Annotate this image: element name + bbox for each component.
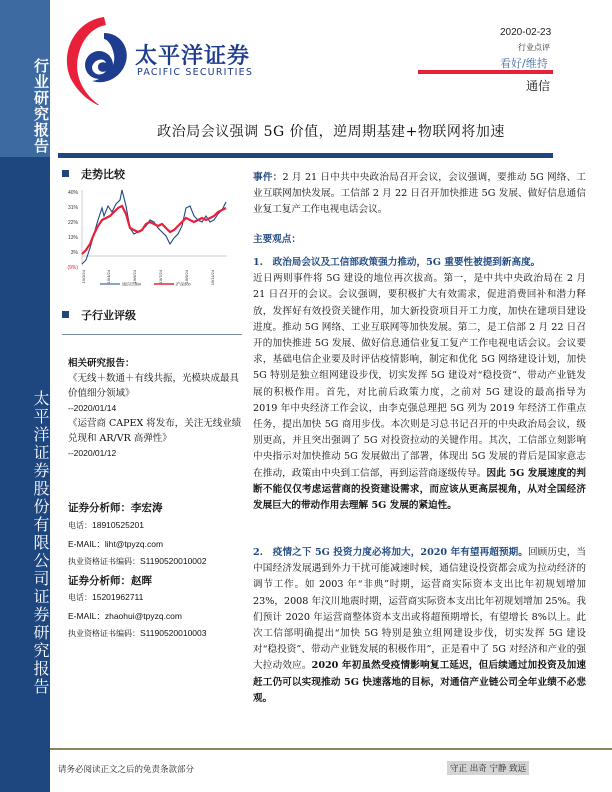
event-label: 事件： bbox=[253, 172, 283, 183]
report-title: 政治局会议强调 5G 价值，逆周期基建+物联网将加速 bbox=[157, 124, 505, 140]
report-date: 2020-02-23 bbox=[500, 27, 552, 38]
cert-label: 执业资格证书编码： bbox=[68, 629, 140, 638]
company-motto: 守正 出奇 宁静 致远 bbox=[447, 761, 529, 775]
email-label: E-MAIL： bbox=[68, 611, 105, 621]
related-report-date: --2020/01/14 bbox=[68, 403, 117, 413]
disclaimer-note: 请务必阅读正文之后的免责条款部分 bbox=[58, 765, 195, 775]
svg-text:19/2/24: 19/2/24 bbox=[81, 270, 86, 284]
cert-label: 执业资格证书编码： bbox=[68, 557, 140, 566]
series-telecom-equipment bbox=[82, 190, 226, 264]
trend-section-heading bbox=[62, 166, 125, 182]
point-1-conclusion: 因此 5G 发展速度的判断不能仅仅考虑运营商的投资建设需求，而应该从更高层视角，从对全国经济发展巨大的带动作用去理解 5G 发展的紧迫性。 bbox=[253, 467, 586, 512]
point-1-body: 近日两则事件将 5G 建设的地位再次拔高。第一，是中共中央政治局在 2 月 21 日召开的会议。会议强调，要积极扩大有效需求，促进消费回补和潜力释放，发挥好有效投资关键作用，加大新投资项目开工力度，加快在建项目建设进度。推动 5G 网络、工业互联网等加快发展。第二，是工信部 2 月 22 日召开的加快推进 5G 发展、做好信息通信业复工复产工作电视电话会议。会议要求，基础电信企业要及时评估疫情影响，制定和优化 5G 网络建设计划，加快 5G 特别是独立组网建设步伐，切实发挥 5G 建设对“稳投资”、带动产业链发展的积极作用。首先，对比前后政策力度，之前对 5G 建设的最高指导为 2019 年中央经济工作会议，由李克强总理把 5G 列为 2019 年经济工作重点任务，提出加快 5G 商用步伐。本次则是习总书记召开的中央政治局会议，级别更高，并且突出强调了 5G 对投资拉动的关键作用。其次，工信部立刻影响中央指示对加快推动 5G 发展做出了部署，体现出 5G 发展的背后是国家意志在推动，政策由中央到工信部，再到运营商逐级传导。 bbox=[253, 273, 586, 479]
left-divider bbox=[62, 334, 242, 335]
analyst-name: 证券分析师：李宏涛 bbox=[68, 502, 163, 514]
svg-text:19/9/24: 19/9/24 bbox=[184, 270, 189, 284]
related-reports-heading: 相关研究报告： bbox=[68, 358, 135, 369]
logo-text-cn: 太平洋证券 bbox=[135, 44, 251, 69]
svg-text:19/4/24: 19/4/24 bbox=[106, 270, 111, 284]
trend-chart bbox=[62, 186, 242, 290]
point-2 bbox=[253, 545, 586, 707]
phone-label: 电话： bbox=[68, 593, 92, 602]
analyst-name: 证券分析师：赵晖 bbox=[68, 575, 152, 587]
sub-rating-section-heading bbox=[62, 307, 136, 323]
point-2-body: 回顾历史，当中国经济发展遇到外力干扰可能减速时候，通信建设投资都会成为拉动经济的调节工作。如 2003 年“非典”时期，运营商实际资本支出比年初规划增加 23%，2008 年汶川地震时期，运营商实际资本支出比年初规划增加 25%。我们预计 2020 年运营商整体资本支出或将超预期增长，有望增长 8%以上。此次工信部明确提出“加快 5G 特别是独立组网建设步伐，切实发挥 5G 建设对“稳投资”、带动产业链发展的积极作用”，正是看中了 5G 对经济和产业的强大拉动效应。 bbox=[253, 547, 587, 672]
sidebar-bottom-label: 太平洋证券股份有限公司证券研究报告 bbox=[31, 390, 50, 696]
sub-rating-heading-text: 子行业评级 bbox=[81, 309, 136, 322]
sidebar-bottom-band bbox=[0, 157, 50, 792]
title-divider bbox=[58, 153, 553, 158]
event-text: 2 月 21 日中共中央政治局召开会议，会议强调，要推动 5G 网络、工业互联网加快发展。工信部 2 月 22 日召开加快推进 5G 发展、做好信息通信业复工复产工作电视电话会议。 bbox=[253, 172, 587, 216]
point-2-heading: 2. 疫情之下 5G 投资力度必将加大，2020 年有望再超预期。 bbox=[253, 547, 528, 558]
svg-text:19/7/24: 19/7/24 bbox=[158, 270, 163, 284]
company-logo bbox=[62, 15, 262, 105]
analyst-phone bbox=[68, 592, 246, 603]
logo-text-en: PACIFIC SECURITIES bbox=[137, 67, 254, 78]
report-type: 行业点评 bbox=[518, 43, 550, 52]
related-report-title[interactable]: 《无线＋数通＋有线共振，光模块成最具价值细分领域》 bbox=[68, 373, 240, 399]
analyst-email bbox=[68, 610, 246, 622]
sidebar-top-label: 行业研究报告 bbox=[32, 58, 50, 154]
point-2-conclusion: 2020 年初虽然受疫情影响复工延迟，但后续通过加投资及加速赶工仍可以实现推动 5G 快速落地的目标，对通信产业链公司全年业绩不必悲观。 bbox=[253, 660, 586, 704]
header-divider bbox=[418, 70, 553, 74]
main-points-heading: 主要观点： bbox=[253, 234, 301, 245]
footer-divider bbox=[50, 748, 612, 750]
phone-label: 电话： bbox=[68, 521, 92, 530]
sidebar-top-band bbox=[0, 0, 50, 157]
svg-text:13%: 13% bbox=[67, 235, 78, 241]
trend-heading-text: 走势比较 bbox=[81, 168, 125, 181]
point-1 bbox=[253, 255, 586, 514]
cert-value: S1190520010002 bbox=[140, 556, 207, 566]
bullet-square-icon bbox=[62, 311, 69, 318]
event-paragraph bbox=[253, 170, 586, 219]
svg-text:(9%): (9%) bbox=[67, 265, 78, 271]
analyst-phone bbox=[68, 520, 246, 531]
analyst-email bbox=[68, 538, 246, 550]
svg-text:19/6/24: 19/6/24 bbox=[132, 270, 137, 284]
email-label: E-MAIL： bbox=[68, 539, 105, 549]
svg-text:19/11/24: 19/11/24 bbox=[210, 270, 215, 286]
svg-text:22%: 22% bbox=[67, 220, 78, 226]
svg-text:40%: 40% bbox=[67, 190, 78, 196]
related-report-title[interactable]: 《运营商 CAPEX 将发布，关注无线业绩兑现和 AR/VR 高弹性》 bbox=[68, 418, 242, 444]
svg-text:31%: 31% bbox=[67, 205, 78, 211]
analyst-cert bbox=[68, 556, 246, 567]
svg-text:3%: 3% bbox=[70, 250, 78, 256]
email-link[interactable]: zhaohui@tpyzq.com bbox=[104, 611, 182, 621]
legend-telecom: 通信设备III bbox=[122, 281, 142, 287]
rating-label: 看好/维持 bbox=[500, 57, 548, 70]
related-report-date: --2020/01/12 bbox=[68, 448, 117, 458]
point-1-heading: 1. 政治局会议及工信部政策强力推动，5G 重要性被提到新高度。 bbox=[253, 257, 541, 268]
phone-value: 15201962711 bbox=[92, 592, 144, 602]
logo-mark-icon bbox=[62, 15, 132, 105]
email-link[interactable]: liht@tpyzq.com bbox=[104, 539, 164, 549]
bullet-square-icon bbox=[62, 170, 69, 177]
analyst-cert bbox=[68, 628, 246, 639]
legend-csi300: 沪深300 bbox=[176, 281, 191, 287]
industry-label: 通信 bbox=[526, 79, 551, 93]
phone-value: 18910525201 bbox=[92, 520, 145, 530]
cert-value: S1190520010003 bbox=[140, 628, 207, 638]
